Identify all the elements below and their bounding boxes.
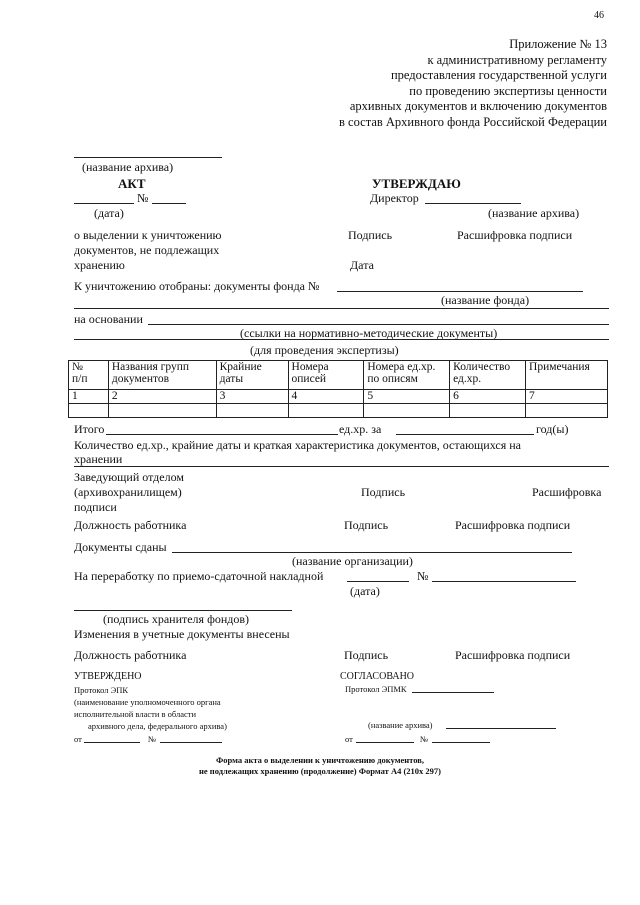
act-subject-line: о выделении к уничтожению — [74, 228, 222, 242]
table-cell — [288, 404, 364, 418]
table-cell: 3 — [216, 390, 288, 404]
invoice-number-sign: № — [417, 569, 429, 583]
basis-label: на основании — [74, 312, 143, 326]
archive-name-caption-right: (название архива) — [488, 206, 580, 220]
agreed-date-line — [356, 742, 414, 743]
agreed-archive-line — [446, 728, 556, 729]
date-label: Дата — [350, 258, 374, 272]
act-date-caption: (дата) — [94, 206, 124, 220]
appendix-line: в состав Архивного фонда Российской Федерации — [339, 114, 607, 129]
totals-units-label: ед.хр. за — [339, 422, 382, 436]
remaining-text: Количество ед.хр., крайние даты и краткая характеристика документов, остающихся на — [74, 438, 521, 452]
appendix-line: по проведению экспертизы ценности — [409, 83, 607, 98]
agreed-number-sign: № — [420, 734, 429, 744]
table-cell: 2 — [108, 390, 216, 404]
table-row — [69, 404, 608, 418]
basis-line-2 — [74, 339, 609, 340]
table-cell — [364, 404, 450, 418]
agreed-title: СОГЛАСОВАНО — [340, 671, 415, 682]
table-cell: 4 — [288, 390, 364, 404]
handed-line — [172, 552, 572, 553]
director-line — [425, 203, 521, 204]
act-number-sign: № — [137, 191, 149, 205]
head-dept-signature: Подпись — [361, 485, 406, 499]
totals-label: Итого — [74, 422, 105, 436]
table-cell: 5 — [364, 390, 450, 404]
table-header-cell: Номера ед.хр. по описям — [364, 361, 450, 390]
appendix-line: предоставления государственной услуги — [390, 68, 607, 82]
fund-caption: (название фонда) — [441, 293, 530, 307]
agreed-archive-caption: (название архива) — [368, 720, 433, 730]
appendix-line: архивных документов и включению документов — [349, 99, 607, 113]
table-cell — [108, 404, 216, 418]
fund-number-line — [337, 291, 583, 292]
remaining-text-2: хранении — [74, 452, 123, 466]
agreed-protocol: Протокол ЭПМК — [345, 684, 407, 694]
table-row — [69, 390, 608, 404]
table-cell — [216, 404, 288, 418]
org-caption: (название организации) — [292, 554, 413, 568]
keeper-signature-line — [74, 610, 292, 611]
totals-years-label: год(ы) — [536, 422, 569, 436]
table-cell — [526, 404, 608, 418]
table-cell: 6 — [450, 390, 526, 404]
act-subject-line: документов, не подлежащих — [74, 243, 220, 257]
employee-position: Должность работника — [74, 518, 187, 532]
table-header-cell: Количество ед.хр. — [450, 361, 526, 390]
signature-label: Подпись — [348, 228, 393, 242]
agreed-protocol-line — [412, 692, 494, 693]
approved-note: исполнительной власти в области — [74, 709, 197, 719]
table-header-cell: № п/п — [69, 361, 109, 390]
archive-name-caption: (название архива) — [82, 160, 174, 174]
act-subject — [74, 228, 222, 273]
remaining-line — [74, 466, 609, 467]
table-header-cell: Крайние даты — [216, 361, 288, 390]
fund-name-line — [74, 308, 609, 309]
approved-protocol: Протокол ЭПК — [74, 685, 129, 695]
act-number-line — [152, 203, 186, 204]
approved-date-line — [84, 742, 140, 743]
head-dept-line: (архивохранилищем) — [74, 485, 182, 499]
table-cell: 1 — [69, 390, 109, 404]
appendix-line: к административному регламенту — [427, 52, 607, 67]
approved-number-sign: № — [148, 734, 157, 744]
basis-line — [148, 324, 609, 325]
processing-label: На переработку по приемо-сдаточной накладной — [74, 569, 324, 583]
director-label: Директор — [370, 191, 419, 205]
documents-table — [68, 360, 608, 418]
approved-block — [74, 684, 227, 732]
head-dept-line: подписи — [74, 500, 117, 514]
invoice-number-line — [432, 581, 576, 582]
employee-decode: Расшифровка подписи — [455, 648, 571, 662]
agreed-number-line — [432, 742, 490, 743]
approved-note: архивного дела, федерального архива) — [88, 721, 227, 731]
head-dept-decode: Расшифровка — [532, 485, 602, 499]
table-cell — [69, 404, 109, 418]
keeper-caption: (подпись хранителя фондов) — [103, 612, 250, 626]
selected-text: К уничтожению отобраны: документы фонда № — [74, 279, 320, 293]
handed-label: Документы сданы — [74, 540, 167, 554]
form-footer — [0, 755, 640, 777]
approved-title: УТВЕРЖДЕНО — [74, 671, 142, 682]
footer-line: не подлежащих хранению (продолжение) Формат А4 (210х 297) — [199, 766, 441, 776]
approved-from: от — [74, 734, 82, 744]
approve-title: УТВЕРЖДАЮ — [372, 176, 461, 191]
table-cell: 7 — [526, 390, 608, 404]
footer-line: Форма акта о выделении к уничтожению документов, — [215, 755, 425, 765]
table-header-row — [69, 361, 608, 390]
page-number: 46 — [594, 10, 604, 21]
employee-position: Должность работника — [74, 648, 187, 662]
head-dept-line: Заведующий отделом — [74, 470, 184, 484]
employee-decode: Расшифровка подписи — [455, 518, 571, 532]
employee-signature: Подпись — [344, 518, 389, 532]
basis-caption: (ссылки на нормативно-методические документы) — [240, 326, 498, 340]
totals-line — [106, 434, 338, 435]
archive-name-line — [74, 157, 222, 158]
table-header-cell: Примечания — [526, 361, 608, 390]
invoice-date-line — [347, 581, 409, 582]
table-header-cell: Названия групп документов — [108, 361, 216, 390]
appendix-header — [339, 37, 607, 130]
changes-label: Изменения в учетные документы внесены — [74, 627, 290, 641]
approved-note: (наименование уполномоченного органа — [74, 697, 221, 707]
basis-caption-2: (для проведения экспертизы) — [250, 343, 399, 357]
head-dept-block — [74, 470, 184, 515]
signature-decode-label: Расшифровка подписи — [457, 228, 573, 242]
approved-number-line — [160, 742, 222, 743]
act-title: АКТ — [118, 176, 146, 191]
act-date-line — [74, 203, 134, 204]
table-cell — [450, 404, 526, 418]
employee-signature: Подпись — [344, 648, 389, 662]
invoice-date-caption: (дата) — [350, 584, 380, 598]
totals-years-line — [396, 434, 534, 435]
table-header-cell: Номера описей — [288, 361, 364, 390]
act-subject-line: хранению — [74, 258, 125, 272]
appendix-line: Приложение № 13 — [509, 37, 607, 51]
agreed-from: от — [345, 734, 353, 744]
